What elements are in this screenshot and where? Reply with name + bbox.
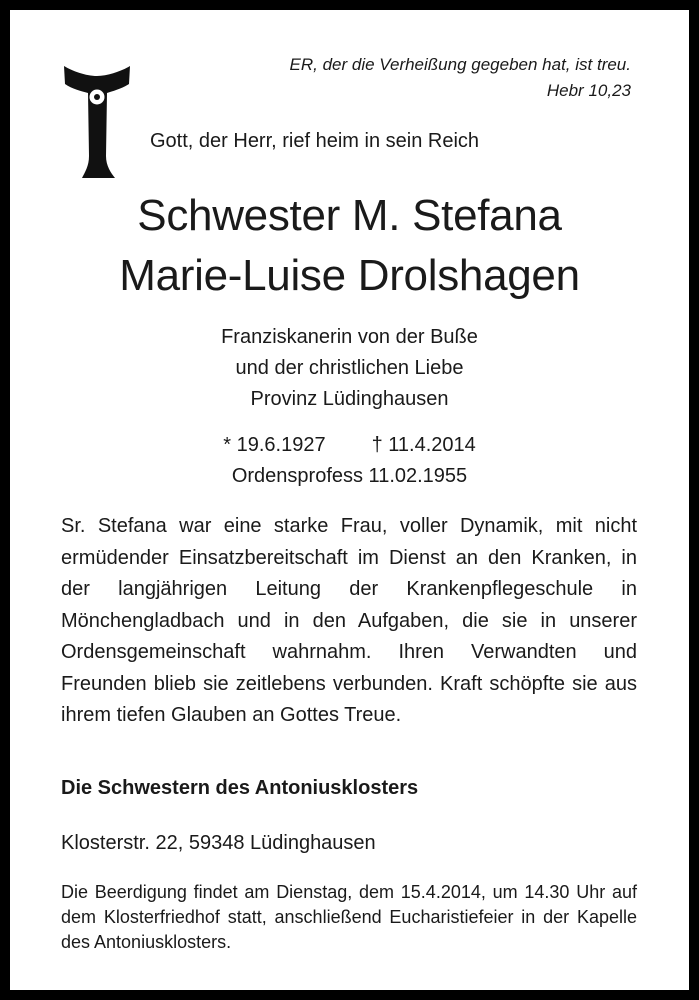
intro-line: Gott, der Herr, rief heim in sein Reich [150,130,480,152]
order-line2: und der christlichen Liebe [235,357,464,379]
address: Klosterstr. 22, 59348 Lüdinghausen [61,832,376,854]
tribute-text: Sr. Stefana war eine starke Frau, voller Dynamik, mit nicht ermüdender Einsatzbereitschaft im Dienst an den Kranken, in der langjährigen Leitung der Krankenpflegeschule in Mönchengladbach und in den Aufgaben, die sie in unserer Ordensgemeinschaft wahrnahm. Ihren Verwandten und Freunden blieb sie zeitlebens verbunden. Kraft schöpfte sie aus ihrem tiefen Glauben an Gottes Treue. [61,515,637,726]
quote-text: ER, der die Verheißung gegeben hat, ist treu. [289,55,631,74]
deceased-name-line1: Schwester M. Stefana [137,191,562,240]
profession-date: Ordensprofess 11.02.1955 [231,465,468,487]
order-line1: Franziskanerin von der Buße [221,326,478,348]
obituary-notice [10,10,689,990]
birth-death-dates [10,430,689,461]
funeral-notice: Die Beerdigung findet am Dienstag, dem 15.4.2014, um 14.30 Uhr auf dem Klosterfriedhof statt, anschließend Eucharistiefeier in der Kapelle des Antoniusklosters. [61,882,637,952]
order-line3: Provinz Lüdinghausen [250,388,449,410]
signature: Die Schwestern des Antoniusklosters [61,777,419,799]
quote-source: Hebr 10,23 [546,81,631,100]
death-date: † 11.4.2014 [371,434,476,456]
order-affiliation [10,322,689,415]
life-dates [10,430,689,492]
tau-cross-icon [60,60,134,182]
birth-date: * 19.6.1927 [223,434,326,456]
deceased-name-line2: Marie-Luise Drolshagen [119,251,580,300]
bible-quote [290,52,631,104]
